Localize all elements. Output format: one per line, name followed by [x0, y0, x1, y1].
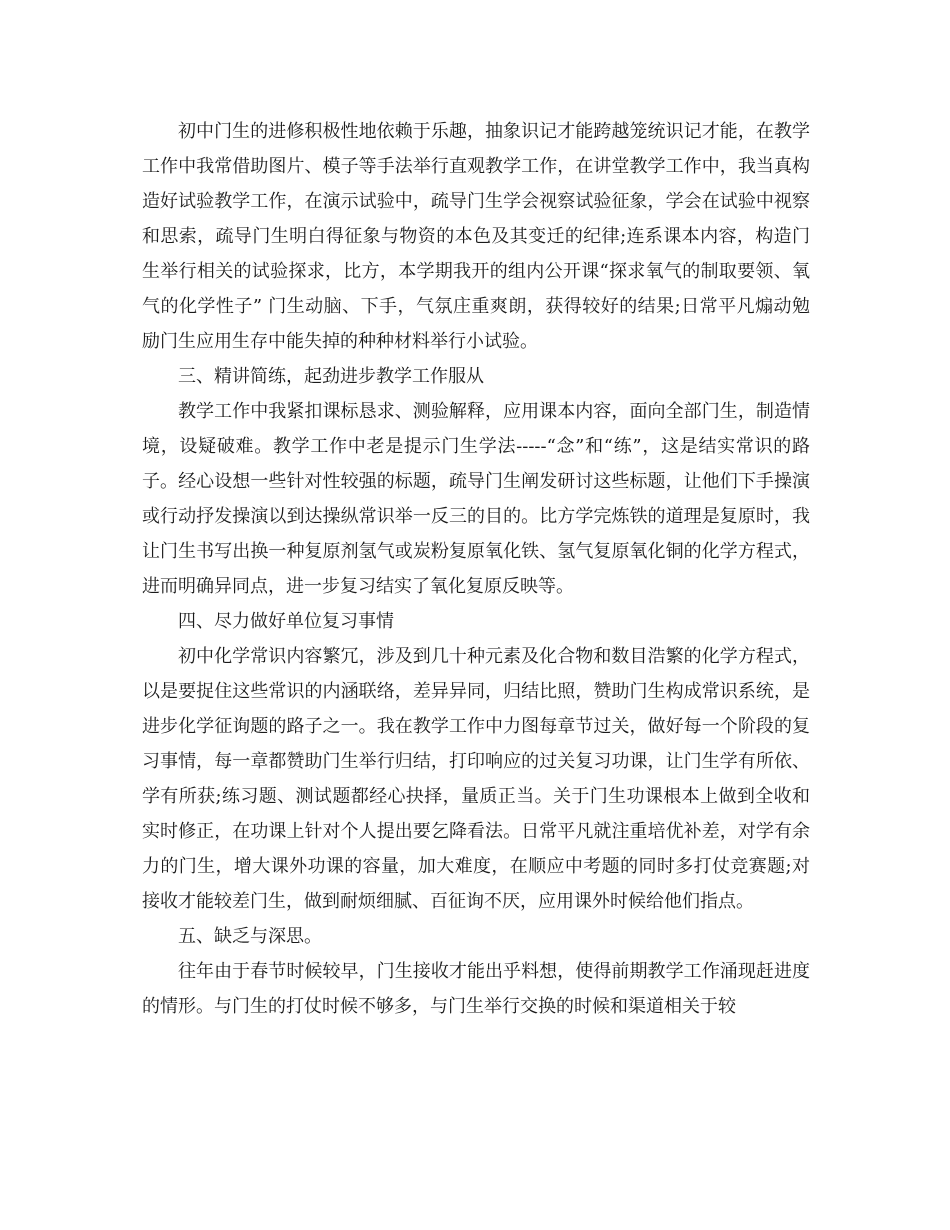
- section-heading-3: 三、精讲简练，起劲进步教学工作服从: [178, 366, 484, 387]
- body-paragraph-shortcomings: 往年由于春节时候较早，门生接收才能出乎料想，使得前期教学工作涌现赶进度的情形。与门生的打仗时候不够多，与门生举行交换的时候和渠道相关于较: [142, 961, 810, 1017]
- body-paragraph-experiments: 初中门生的进修积极性地依赖于乐趣，抽象识记才能跨越笼统识记才能，在教学工作中我常借助图片、模子等手法举行直观教学工作，在讲堂教学工作中，我当真构造好试验教学工作，在演示试验中，疏导门生学会视察试验征象，学会在试验中视察和思索，疏导门生明白得征象与物资的本色及其变迁的纪律;连系课本内容，构造门生举行相关的试验探求，比方，本学期我开的组内公开课“探求氧气的制取要领、氧气的化学性子” 门生动脑、下手，气氛庄重爽朗，获得较好的结果;日常平凡煽动勉励门生应用生存中能失掉的种种材料举行小试验。: [142, 121, 810, 352]
- section-heading-4: 四、尽力做好单位复习事情: [178, 611, 394, 632]
- body-paragraph-lecturing: 教学工作中我紧扣课标恳求、测验解释，应用课本内容，面向全部门生，制造情境，设疑破难。教学工作中老是提示门生学法-----“念”和“练”，这是结实常识的路子。经心设想一些针对性较强的标题，疏导门生阐发研讨这些标题，让他们下手操演或行动抒发操演以到达操纵常识举一反三的目的。比方学完炼铁的道理是复原时，我让门生书写出换一种复原剂氢气或炭粉复原氧化铁、氢气复原氧化铜的化学方程式，进而明确异同点，进一步复习结实了氧化复原反映等。: [142, 401, 810, 597]
- document-page: [142, 114, 810, 1024]
- body-paragraph-review: 初中化学常识内容繁冗，涉及到几十种元素及化合物和数目浩繁的化学方程式，以是要捉住这些常识的内涵联络，差异异同，归结比照，赞助门生构成常识系统，是进步化学征询题的路子之一。我在教学工作中力图每章节过关，做好每一个阶段的复习事情，每一章都赞助门生举行归结，打印响应的过关复习功课，让门生学有所依、学有所获;练习题、测试题都经心抉择，量质正当。关于门生功课根本上做到全收和实时修正，在功课上针对个人提出要乞降看法。日常平凡就注重培优补差，对学有余力的门生，增大课外功课的容量，加大难度，在顺应中考题的同时多打仗竞赛题;对接收才能较差门生，做到耐烦细腻、百征询不厌，应用课外时候给他们指点。: [142, 646, 810, 912]
- section-heading-5: 五、缺乏与深思。: [178, 926, 322, 947]
